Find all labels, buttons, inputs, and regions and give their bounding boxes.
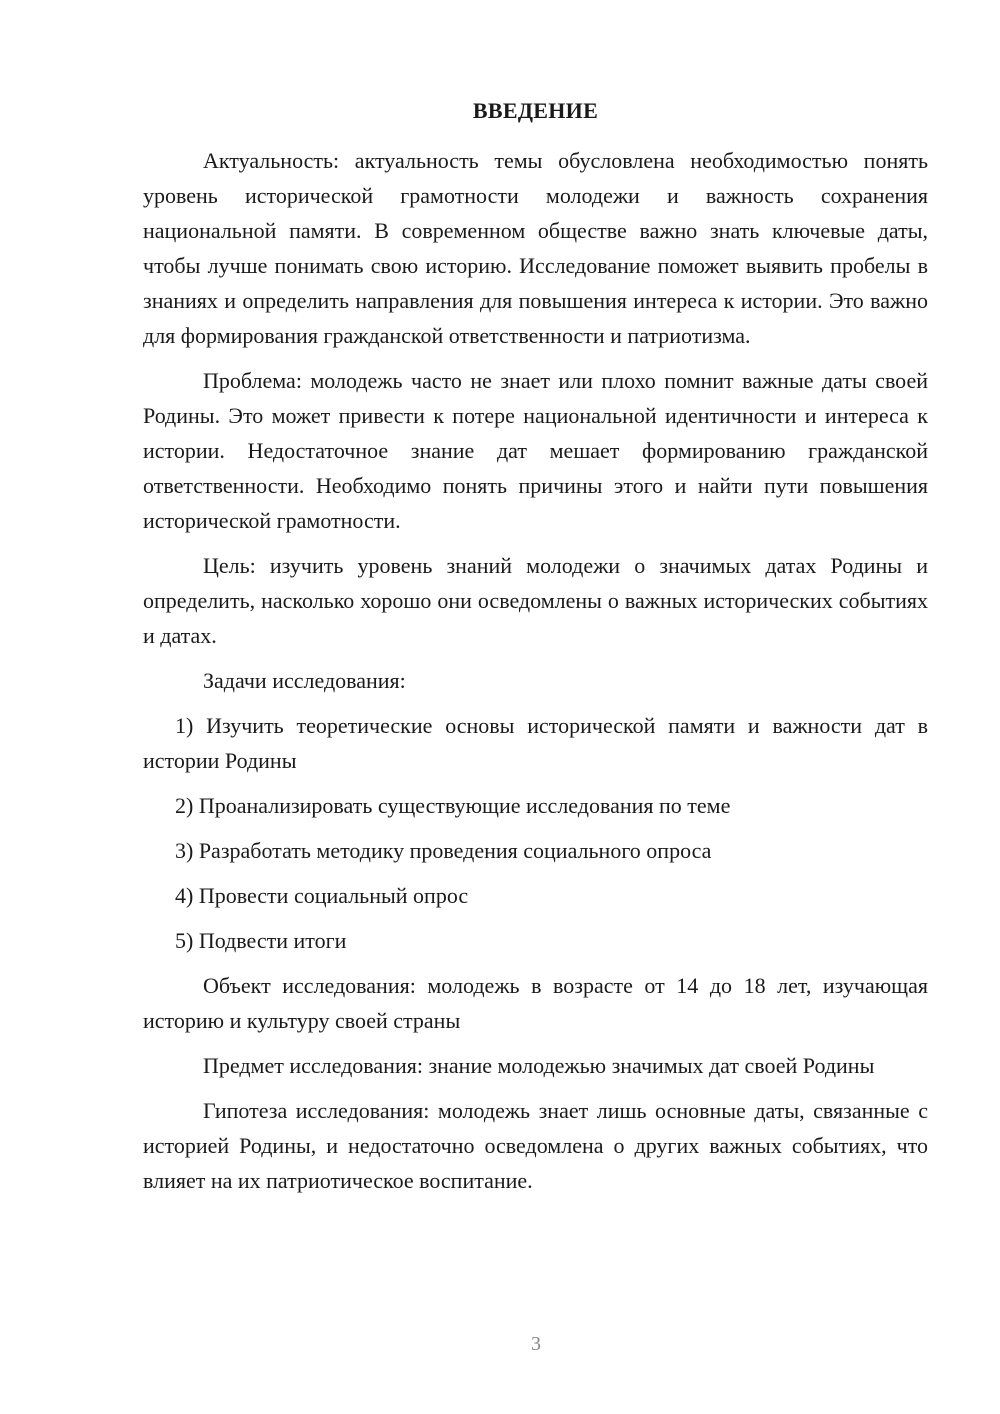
task-item-1: 1) Изучить теоретические основы исторической памяти и важности дат в истории Родины [143,713,928,773]
paragraph-hypothesis: Гипотеза исследования: молодежь знает лишь основные даты, связанные с историей Родины, и недостаточно осведомлена о других важных событиях, что влияет на их патриотическое воспитание. [143,1098,928,1193]
tasks-heading: Задачи исследования: [203,668,406,693]
section-title: ВВЕДЕНИЕ [472,98,599,123]
task-item-3: 3) Разработать методику проведения социального опроса [175,838,712,863]
task-item-2: 2) Проанализировать существующие исследования по теме [175,793,731,818]
paragraph-object: Объект исследования: молодежь в возрасте от 14 до 18 лет, изучающая историю и культуру своей страны [143,973,928,1033]
paragraph-problem: Проблема: молодежь часто не знает или плохо помнит важные даты своей Родины. Это может привести к потере национальной идентичности и интереса к истории. Недостаточное знание дат мешает формированию гражданской ответственности. Необходимо понять причины этого и найти пути повышения исторической грамотности. [143,368,928,533]
page-number: 3 [531,1333,541,1355]
paragraph-relevance: Актуальность: актуальность темы обусловлена необходимостью понять уровень исторической грамотности молодежи и важность сохранения национальной памяти. В современном обществе важно знать ключевые даты, чтобы лучше понимать свою историю. Исследование поможет выявить пробелы в знаниях и определить направления для повышения интереса к истории. Это важно для формирования гражданской ответственности и патриотизма. [143,148,928,348]
paragraph-goal: Цель: изучить уровень знаний молодежи о значимых датах Родины и определить, насколько хорошо они осведомлены о важных исторических событиях и датах. [143,553,928,648]
document-page [143,96,928,1208]
paragraph-subject: Предмет исследования: знание молодежью значимых дат своей Родины [203,1053,875,1078]
task-item-4: 4) Провести социальный опрос [175,883,469,908]
task-item-5: 5) Подвести итоги [175,928,347,953]
